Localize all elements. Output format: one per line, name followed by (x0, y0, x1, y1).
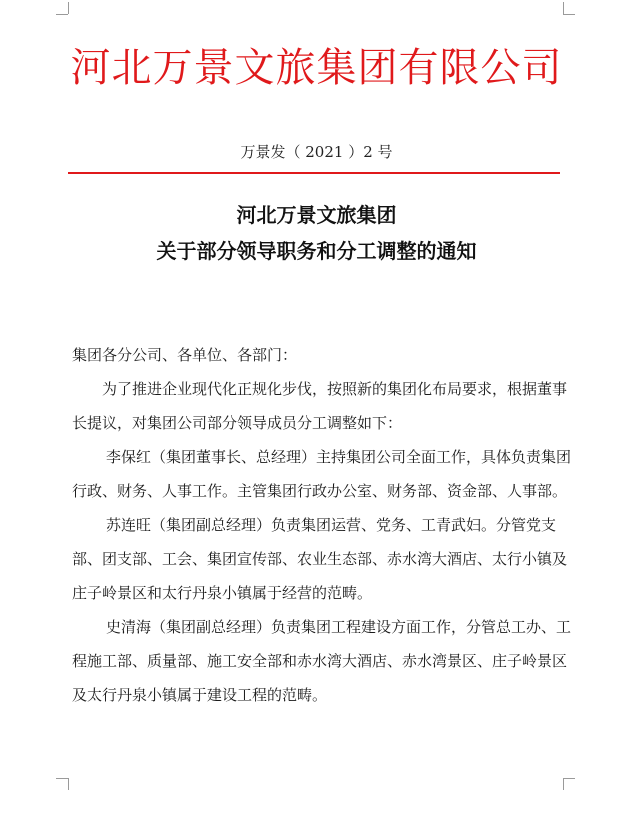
red-divider-line (68, 172, 560, 174)
crop-mark (56, 14, 68, 15)
organization-header: 河北万景文旅集团有限公司 (70, 45, 563, 91)
crop-mark (563, 14, 575, 15)
paragraph-item-3: 史清海（集团副总经理）负责集团工程建设方面工作，分管总工办、工程施工部、质量部、施工安全部和赤水湾大酒店、赤水湾景区、庄子岭景区及太行丹泉小镇属于建设工程的范畴。 (72, 618, 572, 704)
document-title-line-1: 河北万景文旅集团 (236, 203, 397, 227)
crop-mark (68, 2, 69, 14)
paragraph-item-2: 苏连旺（集团副总经理）负责集团运营、党务、工青武妇。分管党支部、团支部、工会、集团宣传部、农业生态部、赤水湾大酒店、太行小镇及庄子岭景区和太行丹泉小镇属于经营的范畴。 (72, 516, 568, 602)
crop-mark (563, 778, 575, 779)
document-title-line-2: 关于部分领导职务和分工调整的通知 (156, 239, 477, 263)
crop-mark (563, 2, 564, 14)
document-number: 万景发（ 2021 ）2 号 (240, 143, 393, 161)
crop-mark (56, 778, 68, 779)
paragraph-item-1: 李保红（集团董事长、总经理）主持集团公司全面工作，具体负责集团行政、财务、人事工作。主管集团行政办公室、财务部、资金部、人事部。 (72, 448, 572, 500)
crop-mark (563, 778, 564, 790)
crop-mark (68, 778, 69, 790)
document-body (72, 338, 572, 712)
salutation: 集团各分公司、各单位、各部门： (72, 346, 298, 364)
intro-paragraph: 为了推进企业现代化正规化步伐，按照新的集团化布局要求，根据董事长提议，对集团公司部分领导成员分工调整如下： (72, 380, 568, 432)
